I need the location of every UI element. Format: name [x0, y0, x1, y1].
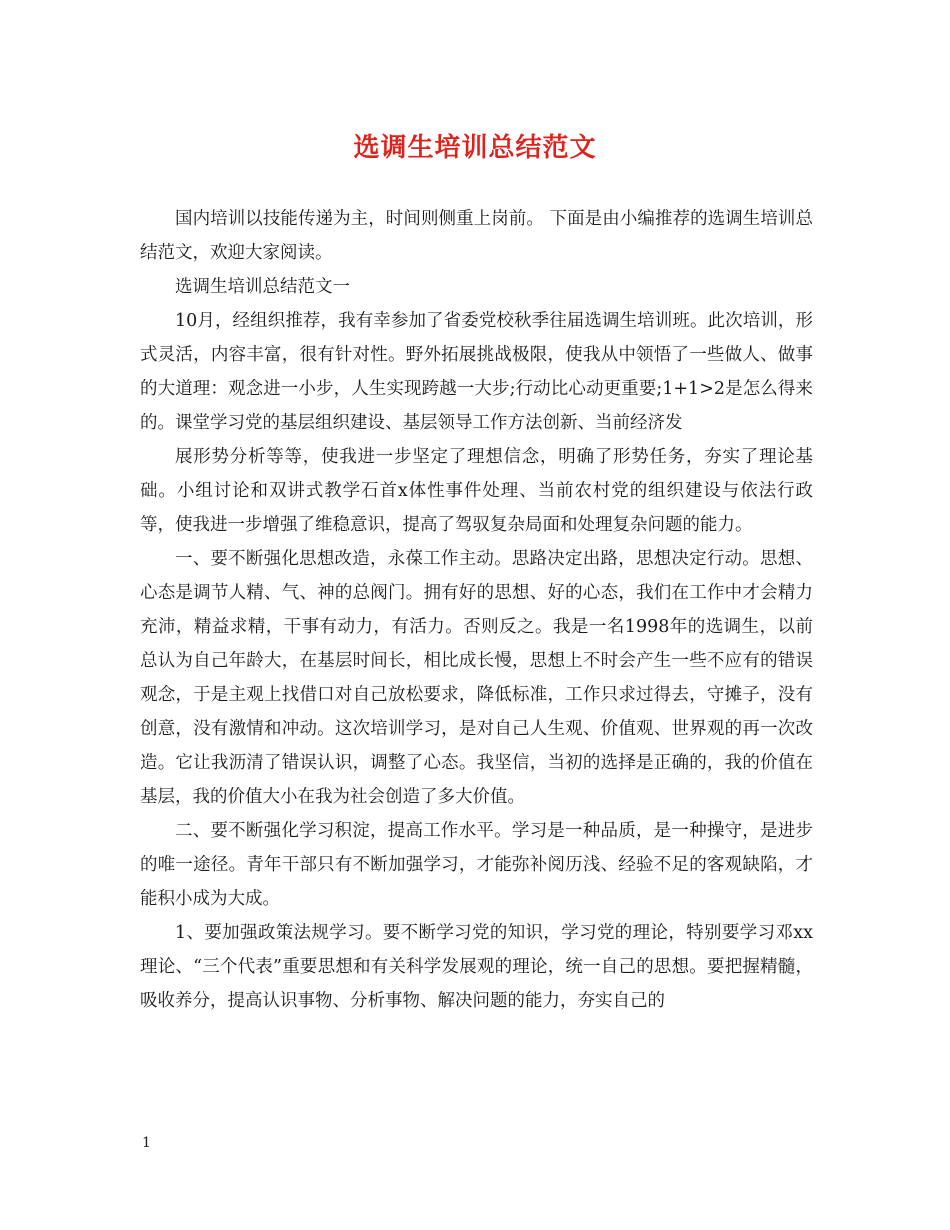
document-body	[140, 202, 813, 1018]
body-paragraph: 1、要加强政策法规学习。要不断学习党的知识，学习党的理论，特别要学习邓xx理论、“三个代表”重要思想和有关科学发展观的理论，统一自己的思想。要把握精髓，吸收养分，提高认识事物、分析事物、解决问题的能力，夯实自己的	[140, 923, 813, 1011]
body-paragraph: 10月，经组织推荐，我有幸参加了省委党校秋季往届选调生培训班。此次培训，形式灵活，内容丰富，很有针对性。野外拓展挑战极限，使我从中领悟了一些做人、做事的大道理：观念进一小步，人生实现跨越一大步;行动比心动更重要;1+1>2是怎么得来的。课堂学习党的基层组织建设、基层领导工作方法创新、当前经济发	[140, 311, 813, 433]
section-heading: 选调生培训总结范文一	[175, 277, 350, 297]
document-title: 选调生培训总结范文	[353, 133, 597, 163]
intro-paragraph: 国内培训以技能传递为主，时间则侧重上岗前。 下面是由小编推荐的选调生培训总结范文，欢迎大家阅读。	[140, 209, 813, 263]
body-paragraph: 二、要不断强化学习积淀，提高工作水平。学习是一种品质，是一种操守，是进步的唯一途径。青年干部只有不断加强学习，才能弥补阅历浅、经验不足的客观缺陷，才能积小成为大成。	[140, 821, 813, 909]
body-paragraph: 展形势分析等等，使我进一步坚定了理想信念，明确了形势任务，夯实了理论基础。小组讨论和双讲式教学石首x体性事件处理、当前农村党的组织建设与依法行政等，使我进一步增强了维稳意识，提高了驾驭复杂局面和处理复杂问题的能力。	[140, 447, 813, 535]
body-paragraph: 一、要不断强化思想改造，永葆工作主动。思路决定出路，思想决定行动。思想、心态是调节人精、气、神的总阀门。拥有好的思想、好的心态，我们在工作中才会精力充沛，精益求精，干事有动力，有活力。否则反之。我是一名1998年的选调生，以前总认为自己年龄大，在基层时间长，相比成长慢，思想上不时会产生一些不应有的错误观念，于是主观上找借口对自己放松要求，降低标准，工作只求过得去，守摊子，没有创意，没有激情和冲动。这次培训学习，是对自己人生观、价值观、世界观的再一次改造。它让我沥清了错误认识，调整了心态。我坚信，当初的选择是正确的，我的价值在基层，我的价值大小在我为社会创造了多大价值。	[140, 549, 813, 807]
page-number: 1	[142, 1135, 151, 1151]
